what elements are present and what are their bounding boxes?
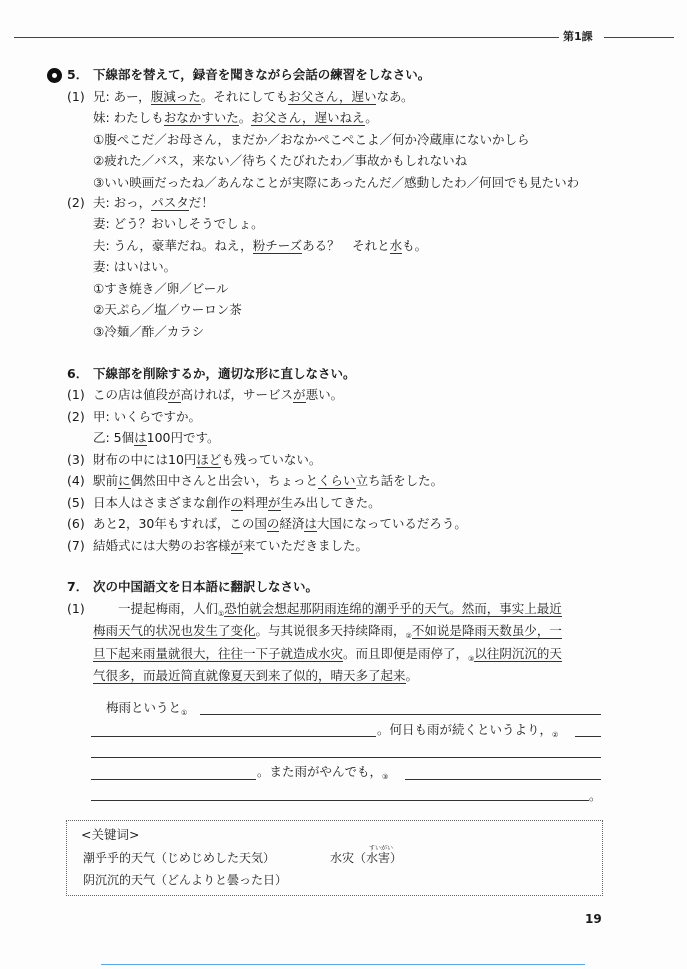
underlined-text: お父さん，遅いねえ <box>251 110 366 125</box>
text-segment: 経済 <box>279 516 305 531</box>
dialogue-line <box>93 195 214 211</box>
answer-text: 。何日も雨が続くというより， <box>377 722 553 737</box>
answer-blank-1[interactable] <box>91 736 376 737</box>
text-segment: この店は値段 <box>93 387 169 402</box>
text-segment: ①すき焼き／卵／ビール <box>93 281 229 296</box>
answer-prefix <box>106 700 187 721</box>
dialogue-line <box>93 89 414 105</box>
dialogue-line <box>93 110 378 126</box>
chinese-paragraph-line <box>93 601 562 622</box>
text-segment: 日本人はさまざまな創作 <box>93 494 231 510</box>
keyword-item: 潮乎乎的天气（じめじめした天気） <box>83 851 276 865</box>
answer-text: 。また雨がやんでも， <box>257 764 383 779</box>
text-segment: ②天ぷら／塩／ウーロン茶 <box>93 302 242 317</box>
exercise-6-sentence <box>93 409 201 425</box>
text-segment: 立ち話をした。 <box>355 473 444 488</box>
text-segment: 妻: はいはい。 <box>93 259 177 274</box>
dialogue-line <box>93 259 176 275</box>
question-label: (2) <box>67 408 85 424</box>
keyword-title: <关键词> <box>81 827 140 842</box>
blank-marker: ① <box>218 610 225 618</box>
underlined-text: ほど <box>196 451 222 467</box>
question-label: (6) <box>67 516 85 531</box>
text-segment: 財布の中には10円 <box>93 451 197 467</box>
exercise-6-sentence <box>93 495 381 511</box>
text-segment: 偶然田中さんと出会い，ちょっと <box>130 473 319 488</box>
underlined-text: 气很多，而最近简直就像夏天到来了似的，晴天多了起来 <box>93 668 406 683</box>
blank-marker: ③ <box>382 773 389 781</box>
question-label: (7) <box>67 537 85 553</box>
chinese-paragraph-line <box>93 623 562 644</box>
text-segment: 甲: いくらですか。 <box>93 408 202 424</box>
exercise-5-title: 下線部を替えて，録音を聞きながら会話の練習をしなさい。 <box>93 67 431 82</box>
question-label: (1) <box>67 387 85 402</box>
underlined-text: が <box>293 387 306 402</box>
exercise-6-sentence <box>93 387 343 403</box>
underlined-text: が <box>168 387 181 402</box>
text-segment: だ！ <box>188 195 214 210</box>
answer-blank-2[interactable] <box>575 736 601 737</box>
underlined-text: 水 <box>389 238 403 253</box>
exercise-6-sentence <box>93 538 368 554</box>
exercise-6-sentence <box>93 430 220 446</box>
text-segment: あと2，30年もすれば，この国 <box>93 516 267 531</box>
question-label: (1) <box>67 601 85 616</box>
substitution-line <box>93 153 467 169</box>
text-segment: ③いい映画だったね／あんなことが実際にあったんだ／感動したわ／何回でも見たいわ <box>93 175 580 190</box>
text-segment: ③冷麺／酢／カラシ <box>93 324 205 339</box>
text-segment: 悪い。 <box>305 387 344 402</box>
text-segment: ある？ それと <box>302 238 390 253</box>
text-segment: 料理 <box>243 494 269 510</box>
underlined-text: 梅雨天气的状况也发生了变化 <box>93 623 256 638</box>
text-segment: 妻: どう？おいしそうでしょ。 <box>93 216 264 231</box>
text-segment: 。 <box>238 110 252 125</box>
audio-cd-icon <box>47 68 62 83</box>
keyword-item: 水灾（水害） <box>330 851 403 865</box>
underlined-text: 旦下起来雨量就很大，往往一下子就造成水灾 <box>93 646 344 661</box>
underlined-text: 恐怕就会想起那阴雨连绵的潮乎乎的天气。然而，事实上最近 <box>224 601 562 616</box>
keyword-item: 阴沉沉的天气（どんよりと曇った日） <box>83 873 288 887</box>
text-segment: 生み出してきた。 <box>280 494 381 510</box>
text-segment: 乙: 5個 <box>93 430 135 445</box>
underlined-text: は <box>304 516 317 531</box>
text-segment: 。与其说很多天持续降雨， <box>255 623 406 638</box>
header-rule-right <box>604 37 674 38</box>
text-segment: ②疲れた／バス，来ない／待ちくたびれたわ／事故かもしれないね <box>93 153 468 168</box>
underlined-text: が <box>268 494 281 510</box>
blank-marker: ③ <box>468 655 475 663</box>
blank-marker: ② <box>552 731 559 739</box>
chapter-label: 第1課 <box>563 30 593 43</box>
underlined-text: に <box>118 473 131 488</box>
answer-text: 梅雨というと <box>106 700 182 715</box>
text-segment: なあ。 <box>376 89 414 104</box>
text-segment: も。 <box>402 238 428 253</box>
question-label: (2) <box>67 195 85 210</box>
underlined-text: 腹減った <box>150 89 201 104</box>
answer-middle <box>257 764 388 785</box>
exercise-5-number: 5． <box>67 67 89 82</box>
answer-end: 。 <box>589 788 602 803</box>
text-segment: 高ければ，サービス <box>180 387 294 402</box>
exercise-7-number: 7． <box>67 579 89 594</box>
substitution-line <box>93 302 242 318</box>
chinese-paragraph-line <box>93 646 562 667</box>
answer-blank-3[interactable] <box>405 779 601 780</box>
underlined-text: 以往阴沉沉的天 <box>474 646 562 661</box>
exercise-6-sentence <box>93 473 443 489</box>
keyword-box <box>66 820 603 896</box>
text-segment: 駅前 <box>93 473 119 488</box>
underlined-text: は <box>134 430 147 445</box>
chinese-paragraph-line <box>93 668 418 684</box>
answer-blank-2[interactable] <box>91 779 256 780</box>
text-segment: 結婚式には大勢のお客様 <box>93 537 231 553</box>
header-rule <box>14 37 559 38</box>
question-label: (1) <box>67 89 85 104</box>
dialogue-line <box>93 238 427 254</box>
exercise-6-number: 6． <box>67 366 89 381</box>
underlined-text: 不如说是降雨天数虽少，一 <box>411 623 562 638</box>
keyword-ruby: すいがい <box>369 845 394 852</box>
answer-blank-2[interactable] <box>91 757 601 758</box>
question-label: (4) <box>67 473 85 488</box>
blank-marker: ① <box>181 709 188 717</box>
exercise-6-sentence <box>93 516 467 532</box>
underlined-text: くらい <box>318 473 356 488</box>
underlined-text: の <box>266 516 280 531</box>
text-segment: 夫: うん，豪華だね。ねえ， <box>93 238 253 253</box>
underlined-text: 粉チーズ <box>252 238 303 253</box>
substitution-line <box>93 281 228 297</box>
answer-middle <box>377 722 558 743</box>
text-segment: 100円です。 <box>146 430 220 445</box>
text-segment: も残っていない。 <box>221 451 322 467</box>
text-segment: 。 <box>405 668 419 683</box>
blank-marker: ② <box>405 632 412 640</box>
underlined-text: おなかすいた <box>163 110 239 125</box>
text-segment: 一提起梅雨，人们 <box>93 601 219 616</box>
text-segment: 妹: わたしも <box>93 110 164 125</box>
text-segment: 。それにしても <box>200 89 289 104</box>
answer-blank-1[interactable] <box>200 714 601 715</box>
substitution-line <box>93 132 529 148</box>
exercise-7-title: 次の中国語文を日本語に翻訳しなさい。 <box>93 579 319 594</box>
exercise-6-title: 下線部を削除するか，適切な形に直しなさい。 <box>93 366 356 381</box>
text-segment: ①腹ぺこだ／お母さん，まだか／おなかぺこぺこよ／何か冷蔵庫にないかしら <box>93 132 530 147</box>
text-segment: 大国になっているだろう。 <box>316 516 467 531</box>
dialogue-line <box>93 216 264 232</box>
substitution-line <box>93 324 204 340</box>
question-label: (5) <box>67 494 85 510</box>
substitution-line <box>93 175 579 191</box>
underlined-text: パスタ <box>151 195 189 210</box>
text-segment: 兄: あー， <box>93 89 151 104</box>
page-number: 19 <box>585 912 602 926</box>
text-segment: 。 <box>365 110 378 125</box>
underlined-text: の <box>230 494 244 510</box>
text-segment: 夫: おっ， <box>93 195 152 210</box>
page-bottom-rule <box>101 964 585 965</box>
answer-blank-3[interactable] <box>91 800 589 801</box>
text-segment: 。而且即便是雨停了， <box>343 646 469 661</box>
underlined-text: が <box>230 537 244 553</box>
text-segment: 来ていただきました。 <box>243 537 369 553</box>
question-label: (3) <box>67 451 85 467</box>
underlined-text: お父さん，遅い <box>288 89 377 104</box>
exercise-6-sentence <box>93 452 321 468</box>
